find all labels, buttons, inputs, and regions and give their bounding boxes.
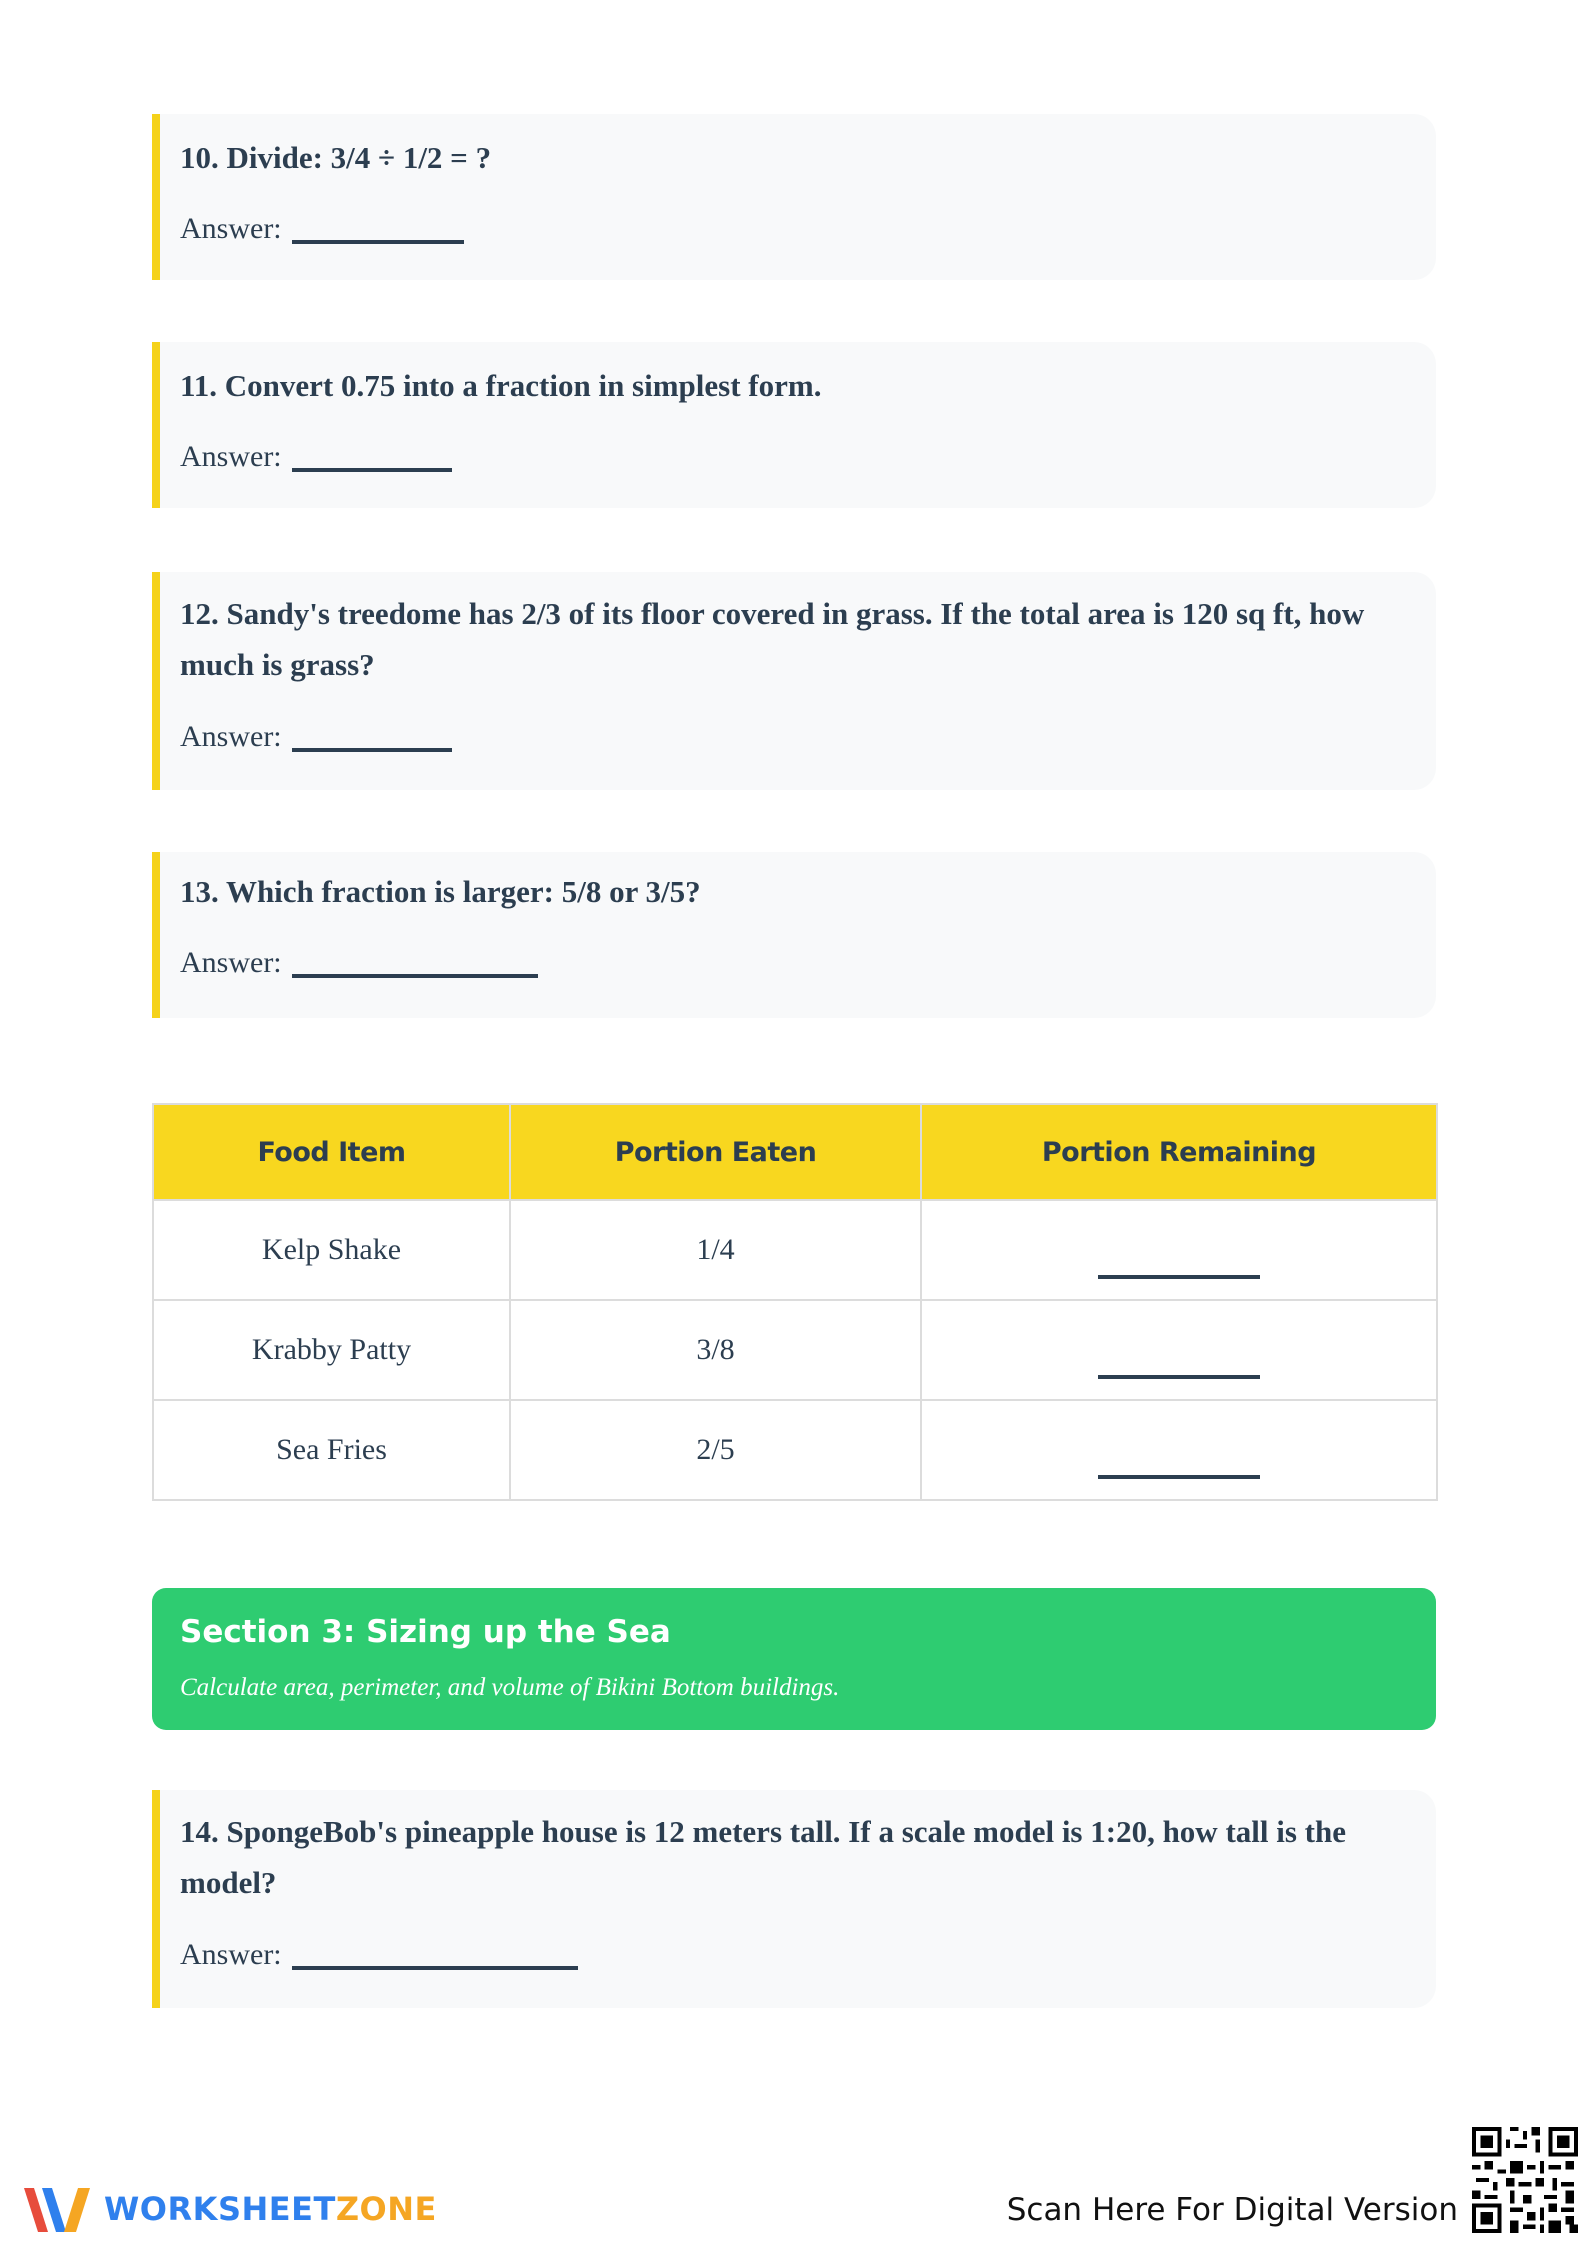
answer-blank[interactable] — [292, 718, 452, 752]
answer-label: Answer: — [180, 1938, 282, 1971]
table-header-row — [153, 1104, 1437, 1200]
qr-code-icon[interactable] — [1472, 2127, 1578, 2233]
worksheetzone-logo[interactable] — [20, 2180, 437, 2238]
question-card-11 — [152, 342, 1436, 508]
scan-text: Scan Here For Digital Version — [1006, 2192, 1458, 2228]
section-banner — [152, 1588, 1436, 1730]
logo-text-worksheet: WORKSHEET — [104, 2190, 336, 2228]
question-card-10 — [152, 114, 1436, 280]
question-card-13 — [152, 852, 1436, 1018]
header-portion-remaining: Portion Remaining — [921, 1104, 1437, 1200]
question-text: 11. Convert 0.75 into a fraction in simplest form. — [180, 368, 822, 403]
logo-w-icon — [20, 2180, 92, 2238]
portion-eaten-cell: 1/4 — [510, 1200, 921, 1300]
question-text: 13. Which fraction is larger: 5/8 or 3/5? — [180, 874, 701, 909]
answer-row — [180, 210, 464, 244]
answer-blank[interactable] — [1098, 1375, 1260, 1379]
answer-blank[interactable] — [292, 1936, 578, 1970]
header-portion-eaten: Portion Eaten — [510, 1104, 921, 1200]
logo-text — [104, 2190, 437, 2228]
answer-label: Answer: — [180, 946, 282, 979]
question-card-12 — [152, 572, 1436, 790]
food-item-cell: Sea Fries — [153, 1400, 510, 1500]
portion-remaining-cell[interactable] — [921, 1200, 1437, 1300]
food-portion-table — [152, 1103, 1438, 1501]
answer-blank[interactable] — [292, 438, 452, 472]
portion-eaten-cell: 3/8 — [510, 1300, 921, 1400]
table-row — [153, 1200, 1437, 1300]
answer-row — [180, 1936, 578, 1970]
answer-row — [180, 944, 538, 978]
answer-row — [180, 718, 452, 752]
header-food-item: Food Item — [153, 1104, 510, 1200]
table-row — [153, 1300, 1437, 1400]
logo-text-zone: ZONE — [335, 2190, 437, 2228]
portion-eaten-cell: 2/5 — [510, 1400, 921, 1500]
answer-blank[interactable] — [1098, 1475, 1260, 1479]
table-row — [153, 1400, 1437, 1500]
answer-blank[interactable] — [292, 210, 464, 244]
question-text: 12. Sandy's treedome has 2/3 of its floor covered in grass. If the total area is 120 sq ft, how much is grass? — [180, 596, 1365, 682]
answer-label: Answer: — [180, 720, 282, 753]
section-title: Section 3: Sizing up the Sea — [180, 1614, 671, 1650]
food-item-cell: Kelp Shake — [153, 1200, 510, 1300]
answer-blank[interactable] — [292, 944, 538, 978]
section-subtitle: Calculate area, perimeter, and volume of Bikini Bottom buildings. — [180, 1674, 840, 1701]
portion-remaining-cell[interactable] — [921, 1300, 1437, 1400]
question-text: 14. SpongeBob's pineapple house is 12 meters tall. If a scale model is 1:20, how tall is the model? — [180, 1814, 1346, 1900]
answer-row — [180, 438, 452, 472]
question-text: 10. Divide: 3/4 ÷ 1/2 = ? — [180, 140, 492, 175]
answer-label: Answer: — [180, 440, 282, 473]
answer-label: Answer: — [180, 212, 282, 245]
question-card-14 — [152, 1790, 1436, 2008]
answer-blank[interactable] — [1098, 1275, 1260, 1279]
portion-remaining-cell[interactable] — [921, 1400, 1437, 1500]
food-item-cell: Krabby Patty — [153, 1300, 510, 1400]
